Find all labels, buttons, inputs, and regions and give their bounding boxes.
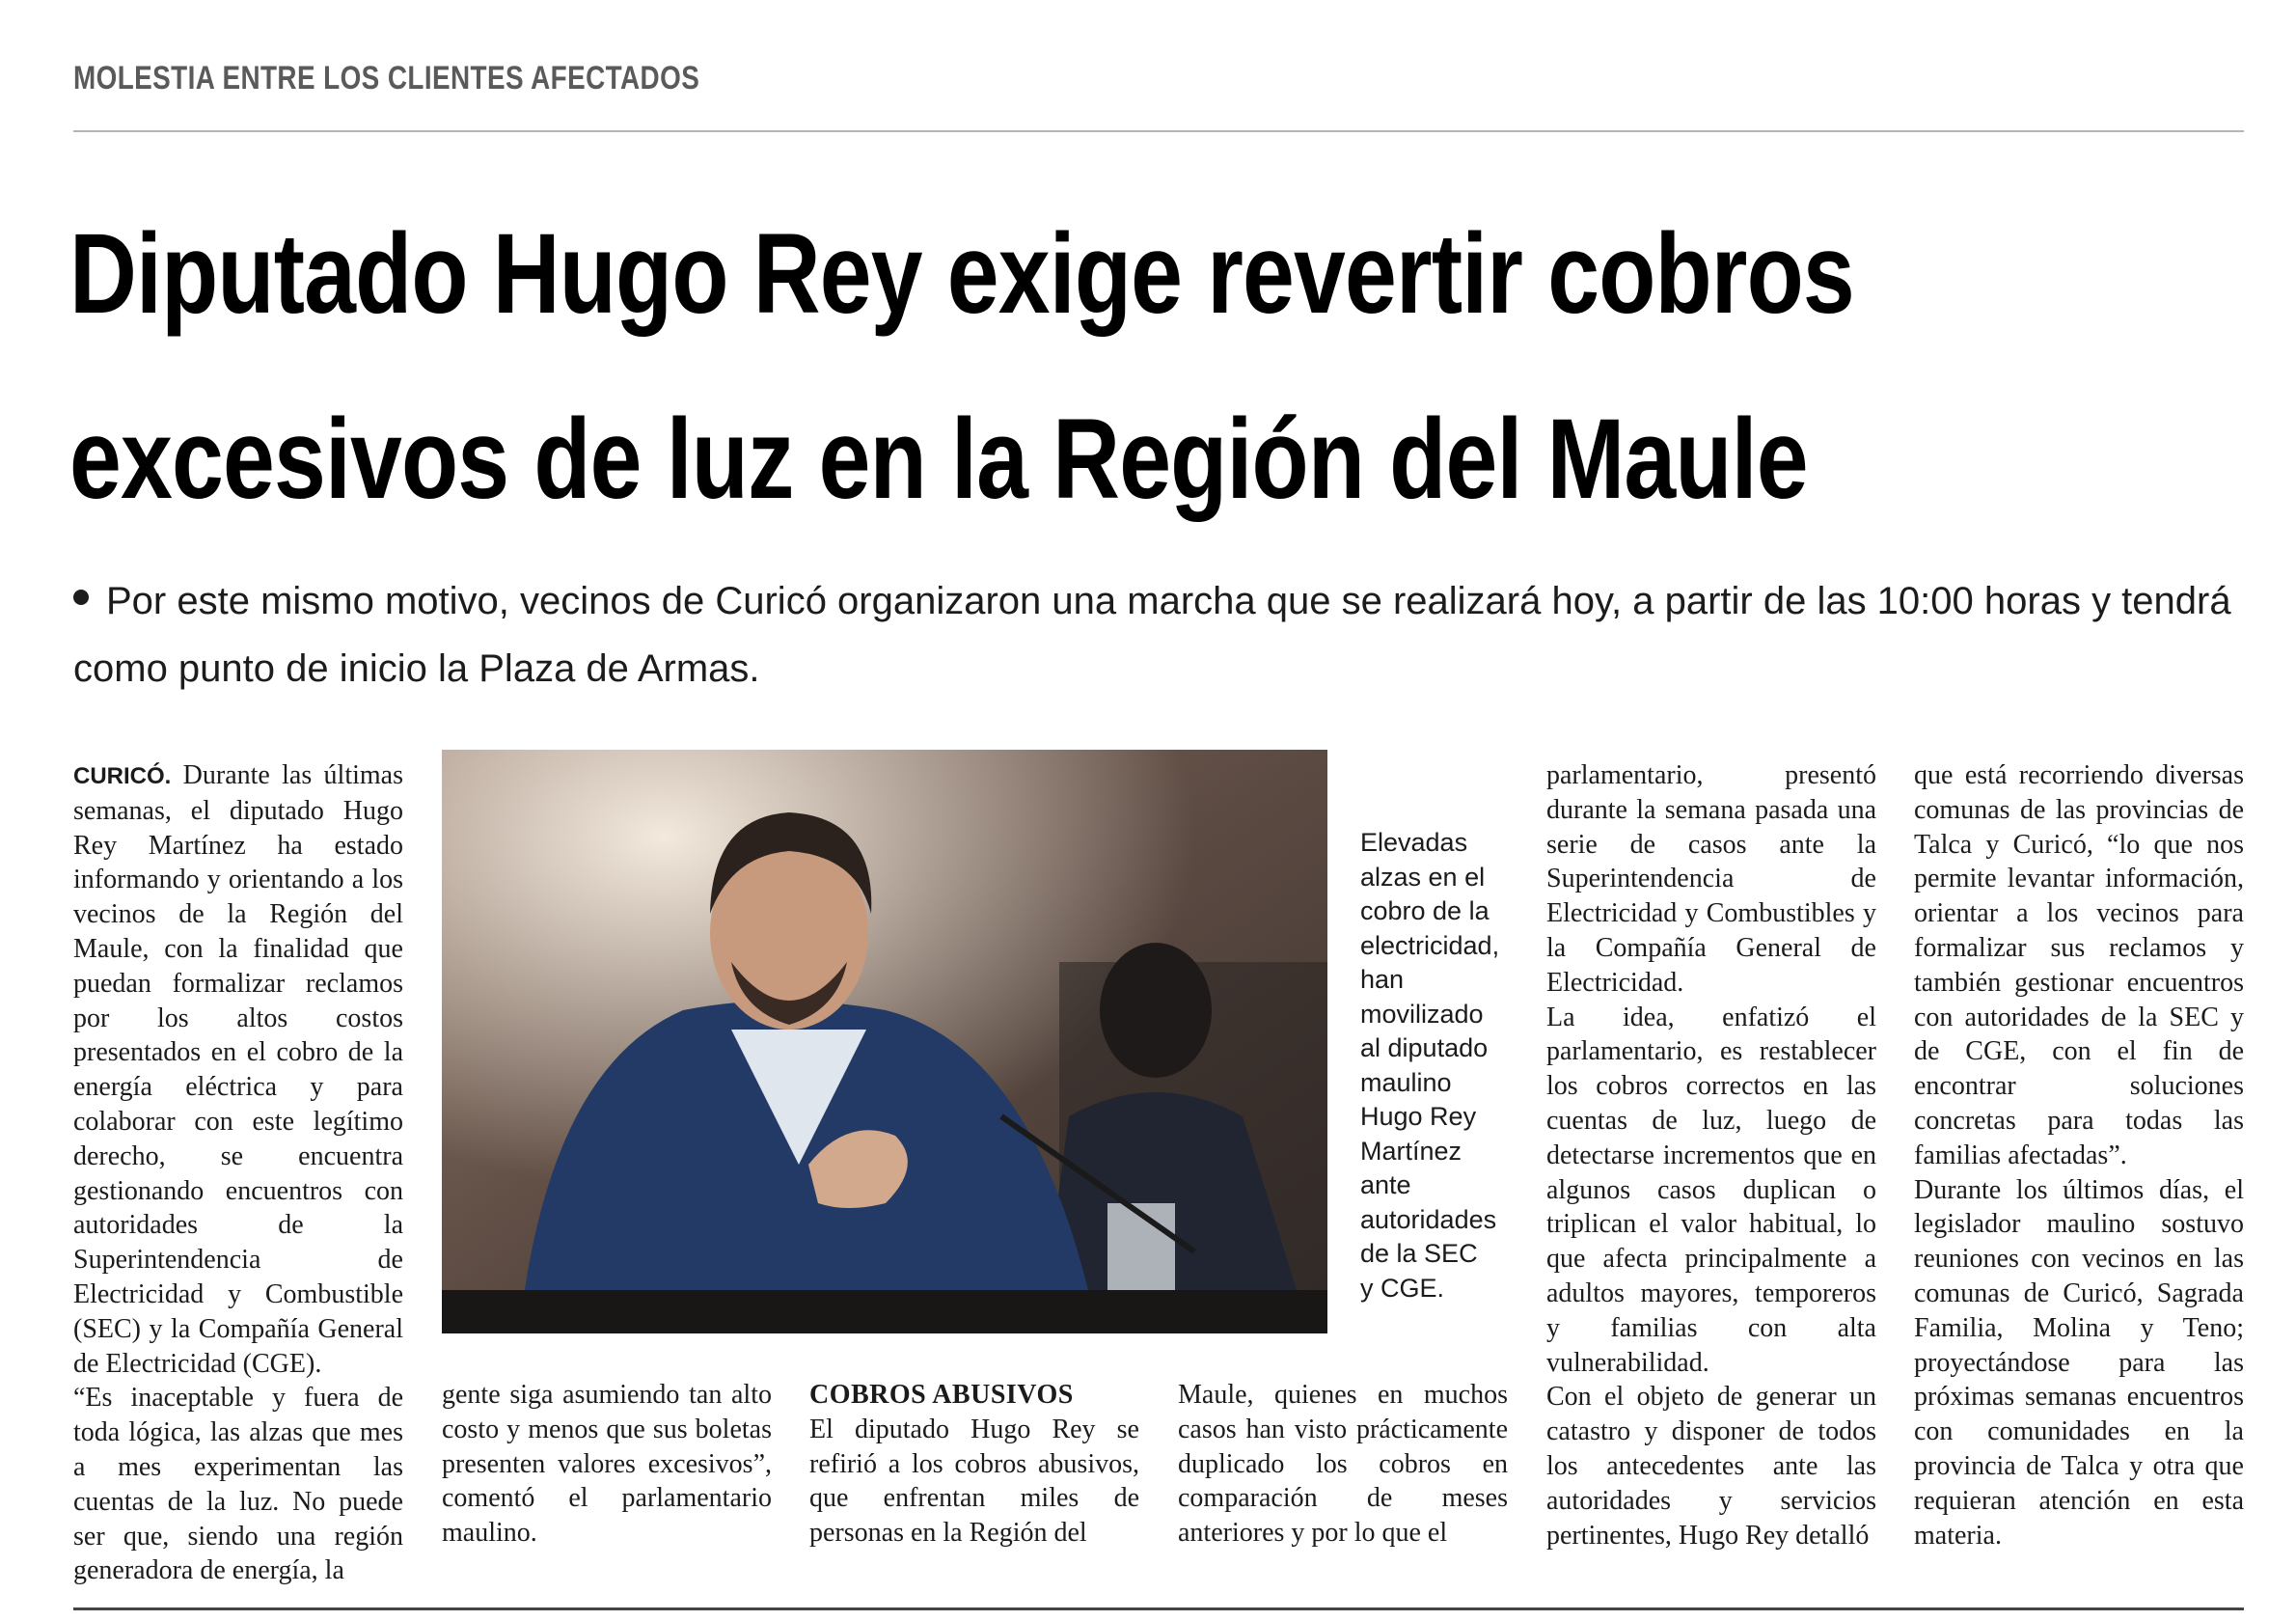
article-column-1 [73,758,403,1588]
dateline: CURICÓ. [73,763,172,789]
photo-illustration [442,750,1327,1333]
column-1-text: Durante las últimas semanas, el diputado Hugo Rey Martínez ha estado informando y orientando a los vecinos de la Región del Maule, con la finalidad que puedan formalizar reclamos por los altos costos presentados en el cobro de la energía eléctrica y para colaborar con este legítimo derecho, se encuentra gestionando encuentros con autoridades de la Superintendencia de Electricidad y Combustible (SEC) y la Compañía General de Electricidad (CGE). [73,760,403,1379]
column-6-paragraph-2: Durante los últimos días, el legislador maulino sostuvo reuniones con vecinos en las comunas de Curicó, Sagrada Familia, Molina y Teno; proyectándose para las próximas semanas encuentros con comunidades en la provincia de Talca y otra que requieran atención en esta materia. [1914,1174,2244,1551]
column-5-paragraph-2: La idea, enfatizó el parlamentario, es restablecer los cobros correctos en las cuentas de luz, luego de detectarse incrementos que en algunos casos duplican o triplican el valor habitual, lo que afecta principalmente a adultos mayores, temporeros y familias con alta vulnerabilidad. [1546,1002,1876,1378]
column-3-text: El diputado Hugo Rey se refirió a los cobros abusivos, que enfrentan miles de personas en la Región del [809,1414,1139,1549]
lead-summary-text: Por este mismo motivo, vecinos de Curicó organizaron una marcha que se realizará hoy, a partir de las 10:00 horas y tendrá como punto de inicio la Plaza de Armas. [73,580,2231,690]
bottom-divider [73,1607,2244,1610]
article-column-4 [1178,1378,1508,1551]
column-6-paragraph-1: que está recorriendo diversas comunas de las provincias de Talca y Curicó, “lo que nos permite levantar información, orientar a los vecinos para formalizar sus reclamos y también gestionar encuentros con autoridades de la SEC y de CGE, con el fin de encontrar soluciones concretas para todas las familias afectadas”. [1914,760,2244,1170]
headline-line-1: Diputado Hugo Rey exige revertir cobros [69,210,1854,338]
article-column-6 [1914,758,2244,1552]
photo-caption: Elevadas alzas en el cobro de la electricidad, han movilizado al diputado maulino Hugo Rey Martínez ante autoridades de la SEC y CGE. [1360,828,1500,1303]
article-column-5 [1546,758,1876,1552]
headline [69,181,2205,553]
article-photo [442,750,1327,1333]
subheading: COBROS ABUSIVOS [809,1380,1074,1410]
column-2-text: gente siga asumiendo tan alto costo y menos que sus boletas presenten valores excesivos”, comentó el parlamentario maulino. [442,1380,772,1549]
kicker: MOLESTIA ENTRE LOS CLIENTES AFECTADOS [73,60,700,96]
headline-line-2: excesivos de luz en la Región del Maule [69,396,1808,524]
top-divider [73,130,2244,132]
lead-summary [73,567,2254,702]
bullet-icon [73,590,89,605]
column-1-quote: “Es inaceptable y fuera de toda lógica, las alzas que mes a mes experimentan las cuentas de la luz. No puede ser que, siendo una región generadora de energía, la [73,1383,403,1586]
column-5-paragraph-3: Con el objeto de generar un catastro y disponer de todos los antecedentes ante las autoridades y servicios pertinentes, Hugo Rey detalló [1546,1382,1876,1551]
article-column-2 [442,1378,772,1551]
article-column-3 [809,1378,1139,1551]
column-4-text: Maule, quienes en muchos casos han visto prácticamente duplicado los cobros en comparación de meses anteriores y por lo que el [1178,1380,1508,1549]
column-5-paragraph-1: parlamentario, presentó durante la semana pasada una serie de casos ante la Superintendencia de Electricidad y Combustibles y la Compañía General de Electricidad. [1546,760,1876,998]
